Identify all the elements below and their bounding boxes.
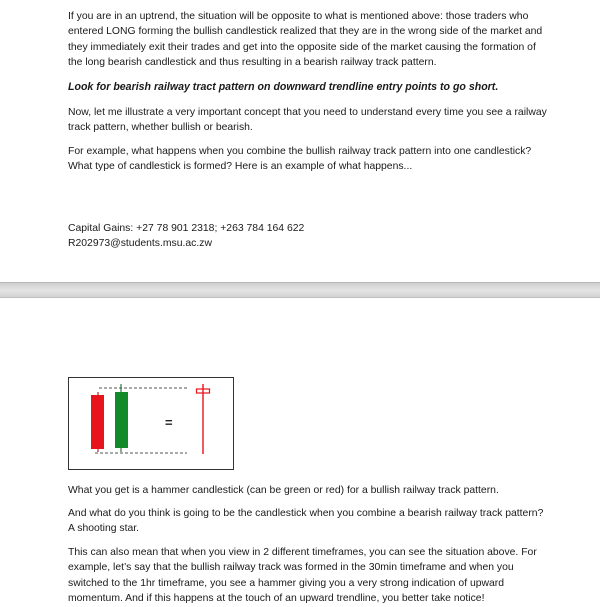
- emphasis-bearish-tip: Look for bearish railway tract pattern on downward trendline entry points to go short.: [68, 81, 499, 93]
- candlestick-figure: [68, 377, 234, 470]
- contact-email: R202973@students.msu.ac.zw: [68, 238, 212, 249]
- equals-sign: =: [165, 415, 173, 430]
- paragraph-shooting-star: And what do you think is going to be the candlestick when you combine a bearish railway track pattern? A shooting star.: [68, 508, 544, 535]
- page-separator: [0, 282, 600, 298]
- paragraph-timeframes: This can also mean that when you view in 2 different timeframes, you can see the situation above. For example, let’s say that the bullish railway track was formed in the 30min timeframe and when you switched to the 1hr timeframe, you see a hammer giving you a very strong indication of upward momentum. And if this happens at the touch of an upward trendline, you better take notice!: [68, 547, 537, 605]
- red-candle-body: [91, 395, 104, 449]
- paragraph-hammer: What you get is a hammer candlestick (can be green or red) for a bullish railway track pattern.: [68, 485, 499, 496]
- contact-phone: Capital Gains: +27 78 901 2318; +263 784 164 622: [68, 223, 305, 234]
- paragraph-example: For example, what happens when you combine the bullish railway track pattern into one candlestick? What type of candlestick is formed? Here is an example of what happens...: [68, 146, 532, 173]
- paragraph-concept: Now, let me illustrate a very important concept that you need to understand every time you see a railway track pattern, whether bullish or bearish.: [68, 107, 547, 134]
- paragraph-uptrend: If you are in an uptrend, the situation will be opposite to what is mentioned above: those traders who entered LONG forming the bullish candlestick realized that they are in the wrong side of the market and they immediately exit their trades and get into the opposite side of the market causing the formation of the long bearish candlestick and thus resulting in a bearish railway track pattern.: [68, 11, 543, 69]
- green-candle-body: [115, 392, 128, 448]
